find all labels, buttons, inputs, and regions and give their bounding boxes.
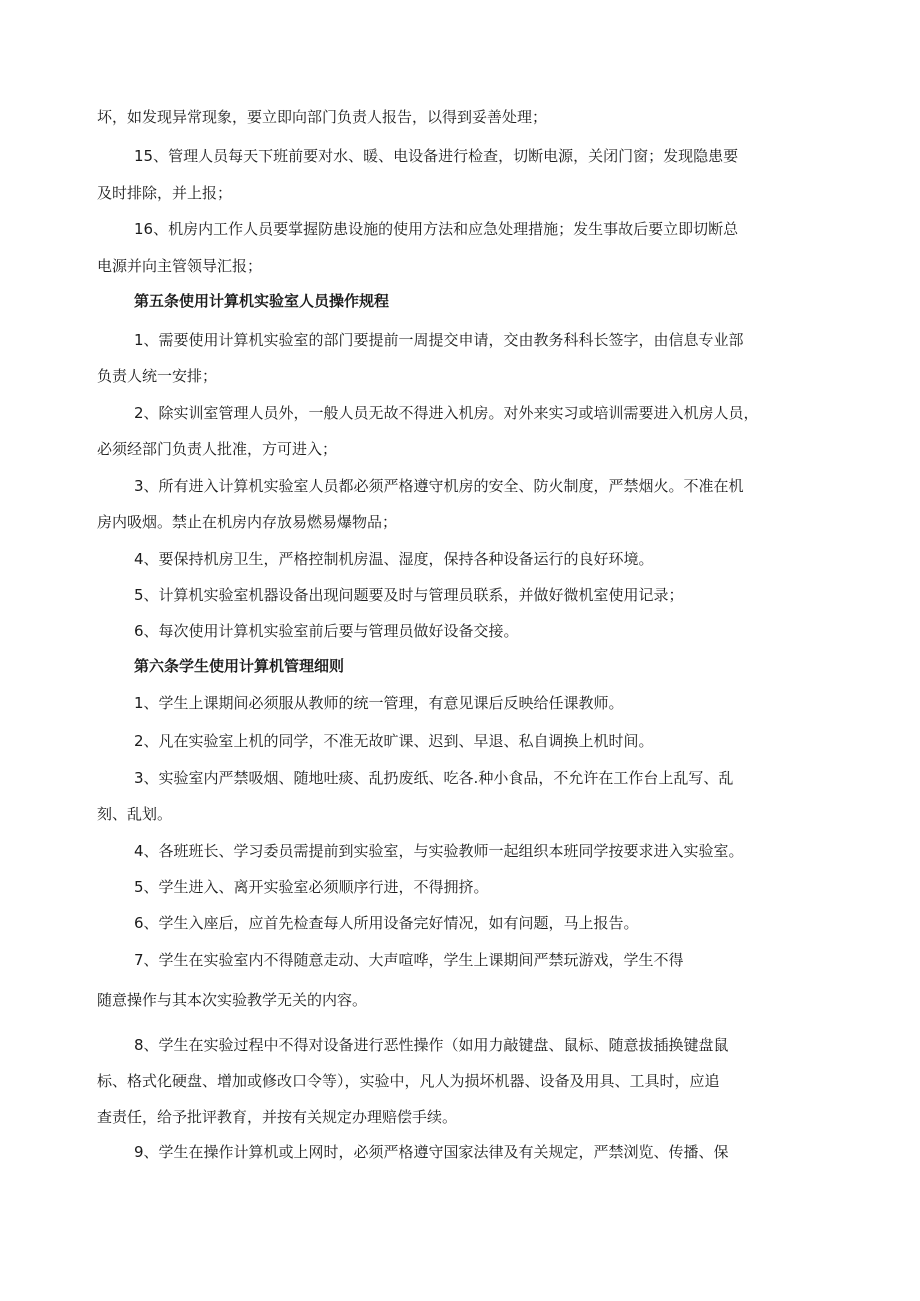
text-line: 16、机房内工作人员要掌握防患设施的使用方法和应急处理措施；发生事故后要立即切断总 bbox=[134, 220, 739, 238]
text-line: 15、管理人员每天下班前要对水、暖、电设备进行检查，切断电源，关闭门窗；发现隐患要 bbox=[134, 147, 739, 165]
text-line: 3、所有进入计算机实验室人员都必须严格遵守机房的安全、防火制度，严禁烟火。不准在机 bbox=[134, 477, 744, 495]
text-line: 1、需要使用计算机实验室的部门要提前一周提交申请，交由教务科科长签字，由信息专业部 bbox=[134, 331, 744, 349]
text-line: 5、学生进入、离开实验室必须顺序行进，不得拥挤。 bbox=[134, 878, 489, 896]
text-line: 查责任，给予批评教育，并按有关规定办理赔偿手续。 bbox=[97, 1108, 458, 1126]
text-line: 9、学生在操作计算机或上网时，必须严格遵守国家法律及有关规定，严禁浏览、传播、保 bbox=[134, 1143, 729, 1161]
text-line: 6、每次使用计算机实验室前后要与管理员做好设备交接。 bbox=[134, 622, 519, 640]
text-line: 2、除实训室管理人员外，一般人员无故不得进入机房。对外来实习或培训需要进入机房人员， bbox=[134, 404, 759, 422]
text-line: 电源并向主管领导汇报； bbox=[97, 257, 263, 275]
text-line: 及时排除，并上报； bbox=[97, 184, 233, 202]
section-heading: 第五条使用计算机实验室人员操作规程 bbox=[134, 292, 390, 310]
text-line: 刻、乱划。 bbox=[97, 805, 173, 823]
text-line: 7、学生在实验室内不得随意走动、大声喧哗，学生上课期间严禁玩游戏，学生不得 bbox=[134, 951, 684, 969]
text-line: 1、学生上课期间必须服从教师的统一管理，有意见课后反映给任课教师。 bbox=[134, 694, 624, 712]
text-line: 2、凡在实验室上机的同学，不准无故旷课、迟到、早退、私自调换上机时间。 bbox=[134, 732, 654, 750]
text-line: 3、实验室内严禁吸烟、随地吐痰、乱扔废纸、吃各.种小食品，不允许在工作台上乱写、乱 bbox=[134, 769, 734, 787]
text-line: 随意操作与其本次实验教学无关的内容。 bbox=[97, 991, 368, 1009]
section-heading: 第六条学生使用计算机管理细则 bbox=[134, 657, 345, 675]
text-line: 标、格式化硬盘、增加或修改口令等），实验中，凡人为损坏机器、设备及用具、工具时，应追 bbox=[97, 1072, 720, 1090]
text-line: 坏，如发现异常现象，要立即向部门负责人报告，以得到妥善处理； bbox=[97, 108, 548, 126]
text-line: 必须经部门负责人批准，方可进入； bbox=[97, 440, 338, 458]
text-line: 6、学生入座后，应首先检查每人所用设备完好情况，如有问题，马上报告。 bbox=[134, 914, 639, 932]
text-line: 8、学生在实验过程中不得对设备进行恶性操作（如用力敲键盘、鼠标、随意拔插换键盘鼠 bbox=[134, 1036, 729, 1054]
text-line: 4、各班班长、学习委员需提前到实验室，与实验教师一起组织本班同学按要求进入实验室。 bbox=[134, 842, 744, 860]
text-line: 4、要保持机房卫生，严格控制机房温、湿度，保持各种设备运行的良好环境。 bbox=[134, 550, 654, 568]
text-line: 5、计算机实验室机器设备出现问题要及时与管理员联系，并做好微机室使用记录； bbox=[134, 586, 684, 604]
text-line: 负责人统一安排； bbox=[97, 367, 218, 385]
text-line: 房内吸烟。禁止在机房内存放易燃易爆物品； bbox=[97, 513, 398, 531]
